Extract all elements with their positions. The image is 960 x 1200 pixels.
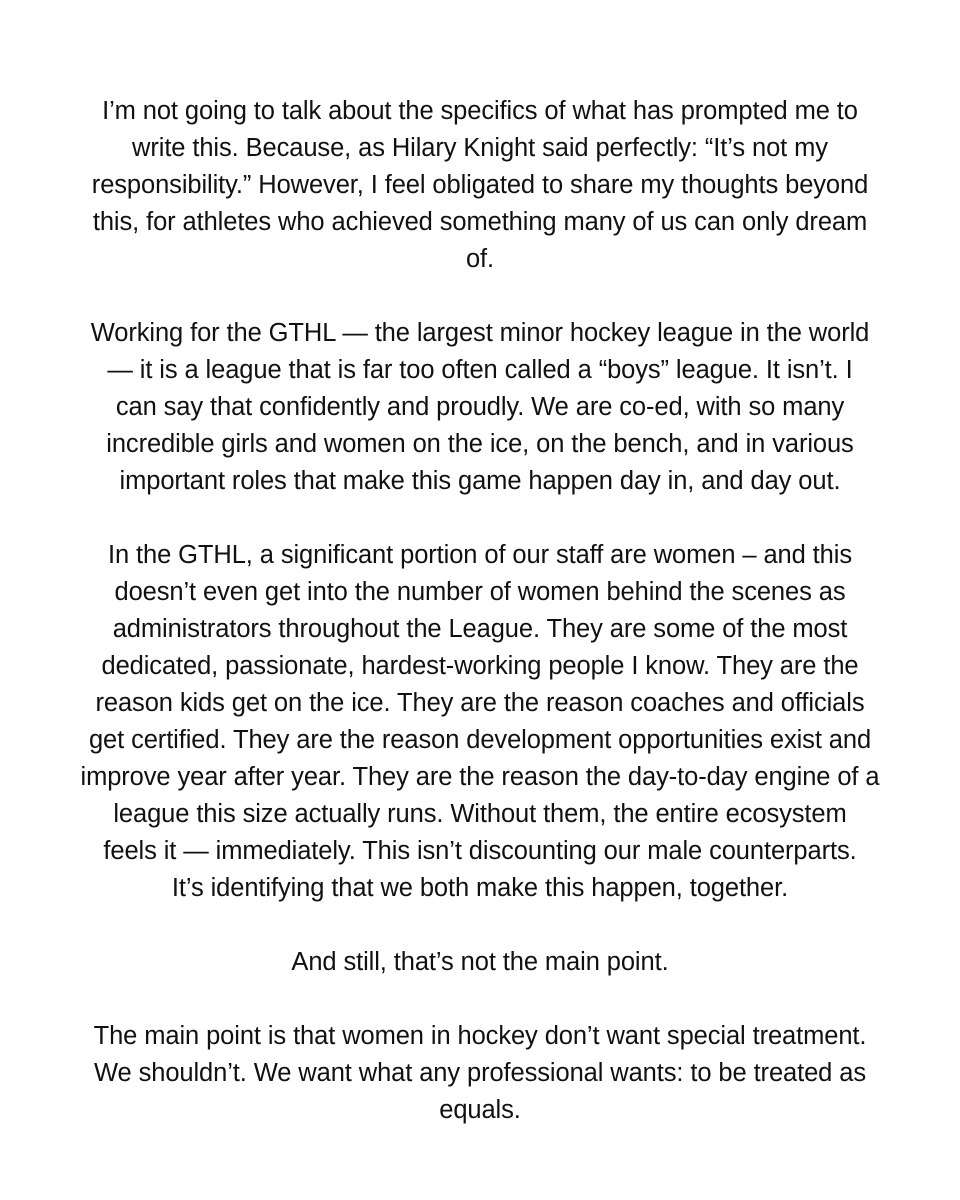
paragraph-gthl xyxy=(91,315,870,500)
text-line: In the GTHL, a significant portion of our staff are women – and this xyxy=(108,541,852,569)
paragraph-intro xyxy=(92,93,868,278)
text-line: important roles that make this game happen day in, and day out. xyxy=(119,467,841,495)
text-line: get certified. They are the reason development opportunities exist and xyxy=(88,726,872,754)
text-line: doesn’t even get into the number of women behind the scenes as xyxy=(114,578,846,606)
text-line: write this. Because, as Hilary Knight said perfectly: “It’s not my xyxy=(132,134,828,162)
text-line: reason kids get on the ice. They are the reason coaches and officials xyxy=(95,689,865,717)
text-line: Working for the GTHL — the largest minor hockey league in the world xyxy=(90,319,870,347)
text-line: incredible girls and women on the ice, on the bench, and in various xyxy=(106,430,854,458)
text-line: this, for athletes who achieved something many of us can only dream xyxy=(92,208,868,236)
text-line: — it is a league that is far too often called a “boys” league. It isn’t. I xyxy=(107,356,853,384)
text-line: responsibility.” However, I feel obligated to share my thoughts beyond xyxy=(91,171,869,199)
paragraph-still xyxy=(291,944,668,981)
text-line: We shouldn’t. We want what any professional wants: to be treated as xyxy=(94,1059,866,1087)
text-line: dedicated, passionate, hardest-working people I know. They are the xyxy=(101,652,859,680)
text-line: administrators throughout the League. They are some of the most xyxy=(112,615,848,643)
text-line: And still, that’s not the main point. xyxy=(291,948,669,976)
text-line: league this size actually runs. Without them, the entire ecosystem xyxy=(113,800,847,828)
paragraph-main-point xyxy=(94,1018,867,1129)
text-line: equals. xyxy=(439,1096,521,1124)
text-line: improve year after year. They are the reason the day-to-day engine of a xyxy=(80,763,880,791)
text-line: The main point is that women in hockey don’t want special treatment. xyxy=(93,1022,867,1050)
paragraph-staff xyxy=(81,537,880,907)
text-line: of. xyxy=(465,245,495,273)
text-line: I’m not going to talk about the specifics of what has prompted me to xyxy=(102,97,858,125)
document-body xyxy=(0,93,960,1166)
text-line: feels it — immediately. This isn’t discounting our male counterparts. xyxy=(103,837,857,865)
text-line: can say that confidently and proudly. We are co-ed, with so many xyxy=(115,393,845,421)
text-line: It’s identifying that we both make this happen, together. xyxy=(171,874,789,902)
